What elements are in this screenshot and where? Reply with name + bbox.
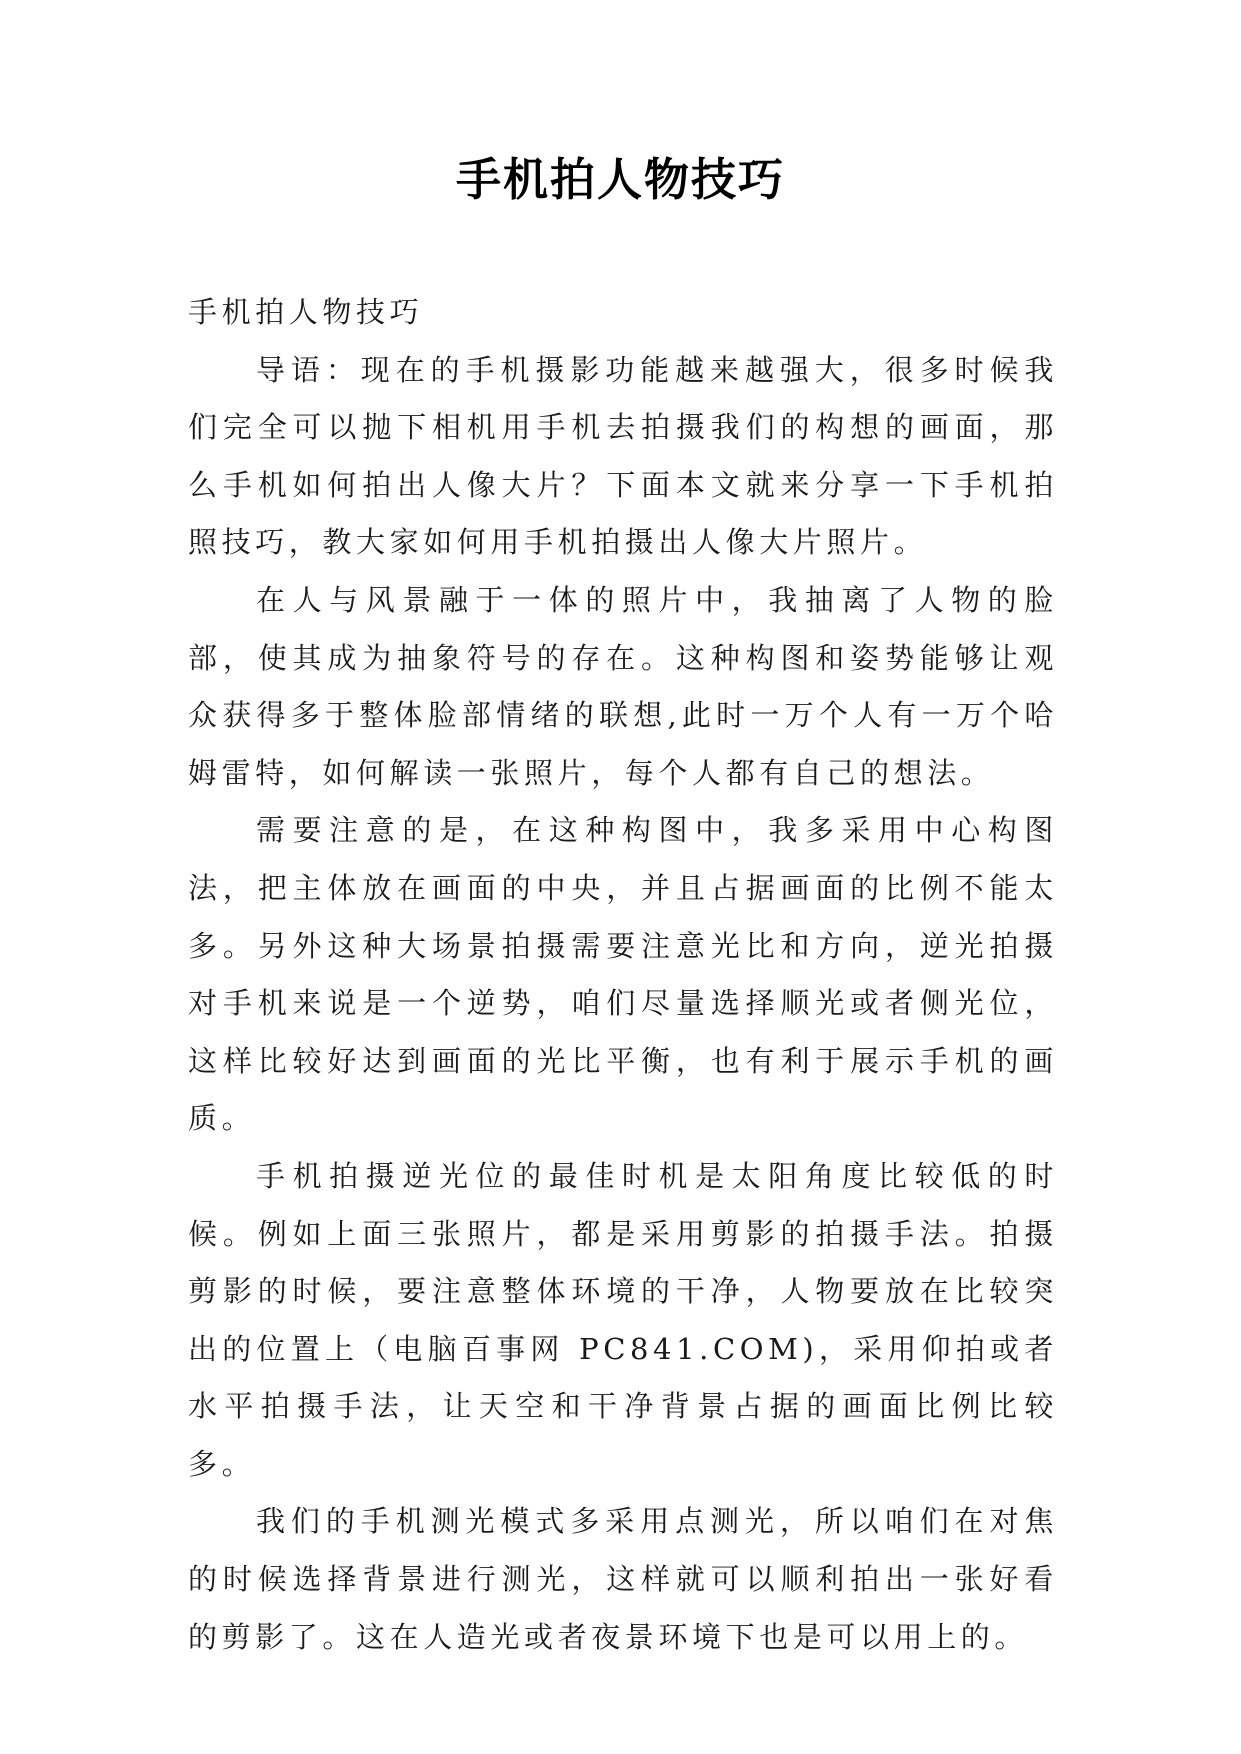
paragraph: 手机拍摄逆光位的最佳时机是太阳角度比较低的时候。例如上面三张照片，都是采用剪影的拍摄手法。拍摄剪影的时候，要注意整体环境的干净，人物要放在比较突出的位置上（电脑百事网 PC841.COM)，采用仰拍或者水平拍摄手法，让天空和干净背景占据的画面比例比较多。 (188, 1158, 1058, 1481)
paragraph: 需要注意的是，在这种构图中，我多采用中心构图法，把主体放在画面的中央，并且占据画面的比例不能太多。另外这种大场景拍摄需要注意光比和方向，逆光拍摄对手机来说是一个逆势，咱们尽量选择顺光或者侧光位，这样比较好达到画面的光比平衡，也有利于展示手机的画质。 (188, 813, 1058, 1136)
paragraph-intro: 导语：现在的手机摄影功能越来越强大，很多时候我们完全可以抛下相机用手机去拍摄我们的构想的画面，那么手机如何拍出人像大片？下面本文就来分享一下手机拍照技巧，教大家如何用手机拍摄出人像大片照片。 (188, 352, 1058, 560)
document-title: 手机拍人物技巧 (455, 153, 785, 206)
paragraph: 我们的手机测光模式多采用点测光，所以咱们在对焦的时候选择背景进行测光，这样就可以顺利拍出一张好看的剪影了。这在人造光或者夜景环境下也是可以用上的。 (188, 1504, 1058, 1654)
document-body (188, 284, 1058, 1666)
document-subtitle: 手机拍人物技巧 (188, 295, 424, 329)
paragraph: 在人与风景融于一体的照片中，我抽离了人物的脸部，使其成为抽象符号的存在。这种构图和姿势能够让观众获得多于整体脸部情绪的联想,此时一万个人有一万个哈姆雷特，如何解读一张照片，每个人都有自己的想法。 (188, 582, 1058, 790)
